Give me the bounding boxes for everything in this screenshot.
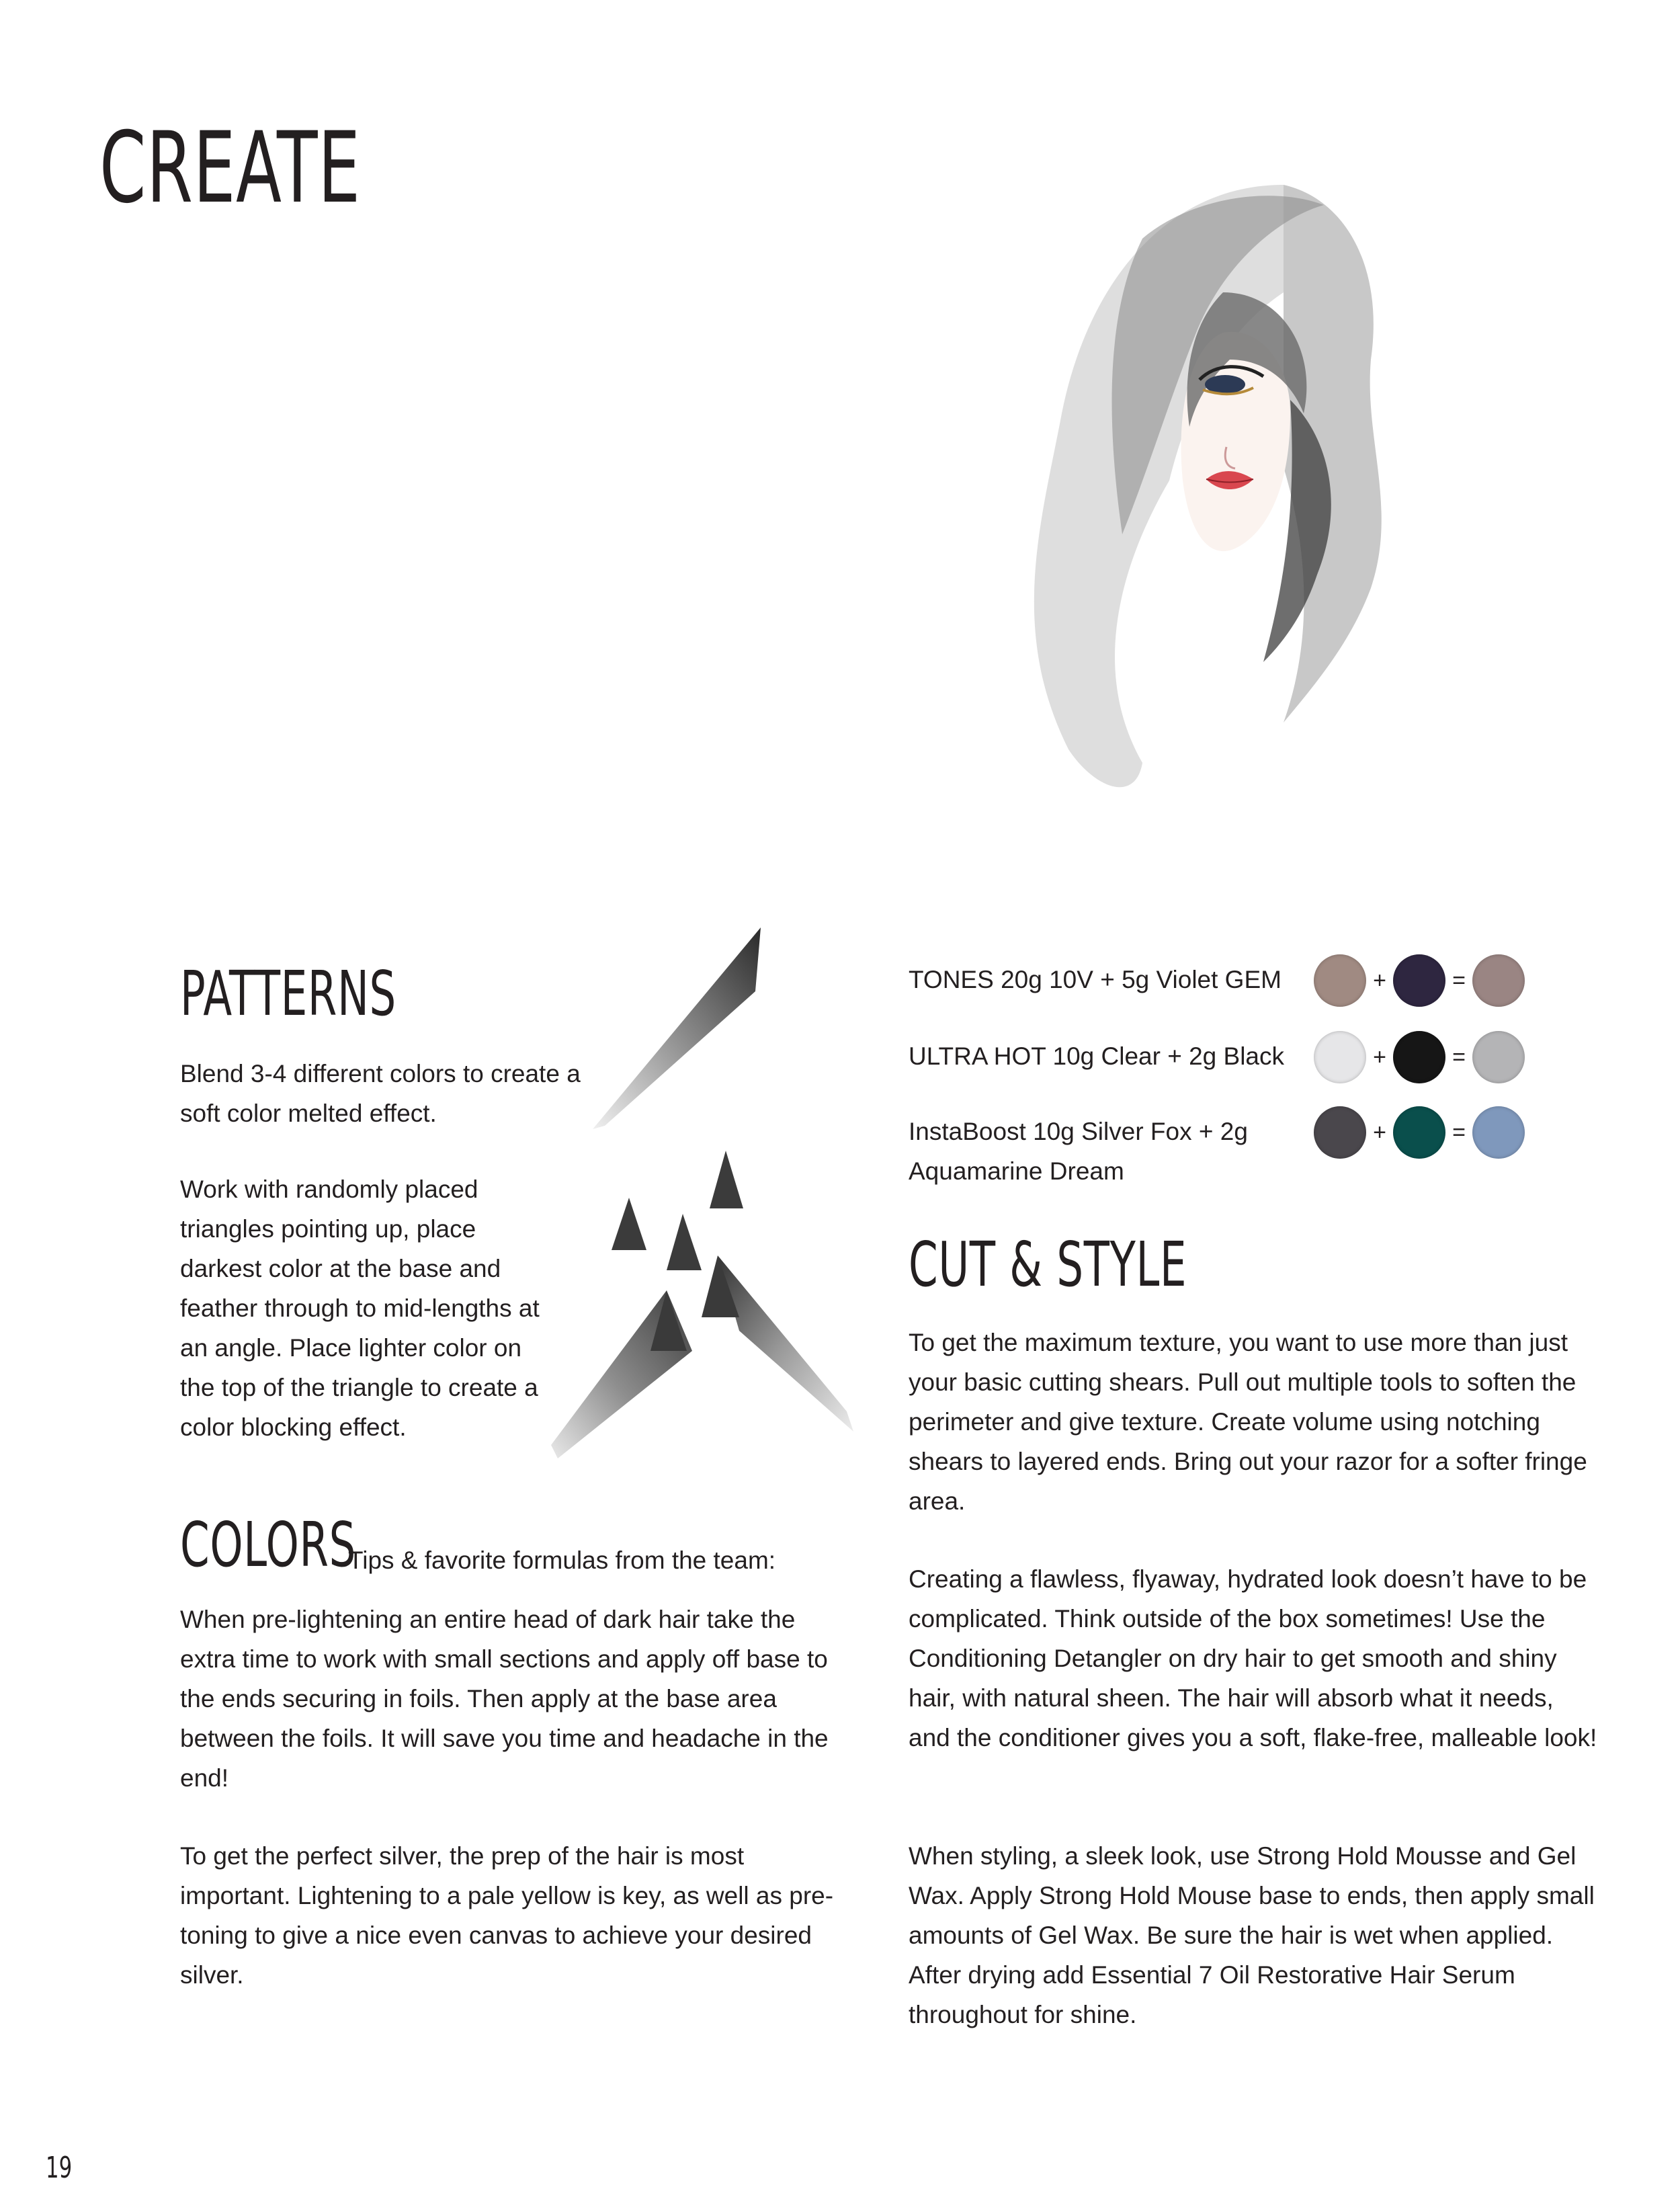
formula-text: TONES 20g 10V + 5g Violet GEM bbox=[909, 966, 1282, 993]
triangle-pattern-illustration bbox=[538, 921, 860, 1465]
color-swatch bbox=[1472, 1106, 1525, 1159]
colors-paragraph-1: When pre-lightening an entire head of dark hair take the extra time to work with small sections and apply off base to the ends securing in foils. Then apply at the base area between the foils. It will save you time and headache in the end! bbox=[180, 1606, 829, 1792]
cut-style-heading: CUT & STYLE bbox=[909, 1229, 1187, 1300]
color-swatch bbox=[1393, 954, 1445, 1007]
triangle-shape bbox=[710, 1151, 743, 1208]
color-swatch bbox=[1314, 954, 1366, 1007]
patterns-paragraph-1: Blend 3-4 different colors to create a soft color melted effect. bbox=[180, 1060, 581, 1127]
formula-text: InstaBoost 10g Silver Fox + 2g Aquamarine Dream bbox=[909, 1118, 1248, 1185]
hair-illustration bbox=[968, 158, 1492, 837]
equals-sign: = bbox=[1452, 967, 1466, 993]
colors-subheading: Tips & favorite formulas from the team: bbox=[348, 1546, 776, 1574]
plus-sign: + bbox=[1373, 1119, 1386, 1145]
triangle-shape bbox=[612, 1198, 646, 1250]
cut-style-paragraph-3: When styling, a sleek look, use Strong Hold Mousse and Gel Wax. Apply Strong Hold Mouse base to ends, then apply small amounts of Gel Wax. Be sure the hair is wet when applied. After drying add Essential 7 Oil Restorative Hair Serum throughout for shine. bbox=[909, 1842, 1595, 2028]
page-number: 19 bbox=[46, 2151, 73, 2185]
cut-style-paragraph-1: To get the maximum texture, you want to use more than just your basic cutting shears. Pull out multiple tools to soften the perimeter and give texture. Create volume using notching shears to layered ends. Bring out your razor for a softer fringe area. bbox=[909, 1329, 1587, 1515]
colors-paragraph-2: To get the perfect silver, the prep of the hair is most important. Lightening to a pale yellow is key, as well as pre-toning to give a nice even canvas to achieve your desired silver. bbox=[180, 1842, 834, 1989]
color-swatch bbox=[1472, 1031, 1525, 1083]
formula-swatches bbox=[1314, 954, 1525, 1007]
formula-swatches bbox=[1314, 1031, 1525, 1083]
color-swatch bbox=[1393, 1031, 1445, 1083]
plus-sign: + bbox=[1373, 1044, 1386, 1070]
patterns-paragraph-2: Work with randomly placed triangles pointing up, place darkest color at the base and feather through to mid-lengths at an angle. Place lighter color on the top of the triangle to create a color blocking effect. bbox=[180, 1175, 540, 1441]
colors-heading: COLORS bbox=[180, 1509, 357, 1581]
color-swatch bbox=[1314, 1031, 1366, 1083]
equals-sign: = bbox=[1452, 1044, 1466, 1070]
formula-swatches bbox=[1314, 1106, 1525, 1159]
color-swatch bbox=[1393, 1106, 1445, 1159]
patterns-heading: PATTERNS bbox=[180, 958, 396, 1030]
equals-sign: = bbox=[1452, 1119, 1466, 1145]
color-swatch bbox=[1472, 954, 1525, 1007]
triangle-shape bbox=[667, 1214, 702, 1270]
page-title: CREATE bbox=[99, 111, 361, 225]
plus-sign: + bbox=[1373, 967, 1386, 993]
blend-triangle-shape bbox=[718, 1255, 853, 1432]
color-swatch bbox=[1314, 1106, 1366, 1159]
blend-band-shape bbox=[593, 927, 761, 1129]
cut-style-paragraph-2: Creating a flawless, flyaway, hydrated look doesn’t have to be complicated. Think outside of the box sometimes! Use the Conditioning Detangler on dry hair to get smooth and shiny hair, with natural sheen. The hair will absorb what it needs, and the conditioner gives you a soft, flake-free, malleable look! bbox=[909, 1565, 1597, 1751]
formula-text: ULTRA HOT 10g Clear + 2g Black bbox=[909, 1042, 1285, 1070]
